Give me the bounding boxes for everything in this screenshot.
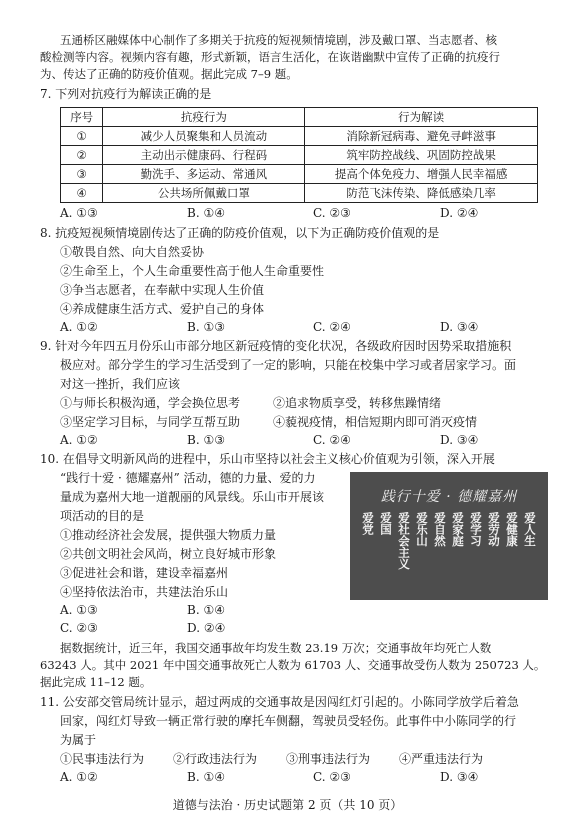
table-cell: ④ [61, 184, 103, 203]
table-cell: 主动出示健康码、行程码 [103, 146, 305, 165]
option-a: A. ①② [60, 320, 98, 334]
photo-column: 爱党 [361, 512, 375, 535]
photo-column: 爱社会主义 [397, 512, 411, 570]
option-a: A. ①② [60, 433, 98, 447]
statement-item: ④严重违法行为 [399, 752, 484, 766]
intro-line: 为、传达了正确的防疫价值观。据此完成 7–9 题。 [40, 67, 298, 81]
photo-column: 爱乐山 [415, 512, 429, 547]
table-header: 行为解读 [305, 108, 538, 127]
statement-item: ②共创文明社会风尚，树立良好城市形象 [60, 547, 277, 561]
intro-line: 五通桥区融媒体中心制作了多期关于抗疫的短视频情境剧，涉及戴口罩、当志愿者、核 [60, 33, 497, 47]
question-7-options [60, 206, 560, 221]
option-c: C. ②③ [313, 206, 351, 220]
table-header: 抗疫行为 [103, 108, 305, 127]
question-7-stem: 7. 下列对抗疫行为解读正确的是 [40, 87, 212, 101]
option-a: A. ①② [60, 770, 98, 784]
photo-column: 爱劳动 [487, 512, 501, 547]
table-cell: ② [61, 146, 103, 165]
statement-pair [60, 415, 560, 430]
question-11-options [60, 770, 560, 785]
statement-item: ①与师长积极沟通，学会换位思考 [60, 396, 241, 410]
table-header: 序号 [61, 108, 103, 127]
option-b: B. ①④ [187, 206, 225, 220]
table-cell: ③ [61, 165, 103, 184]
option-b: B. ①③ [187, 433, 225, 447]
option-c: C. ②③ [60, 621, 98, 635]
table-row [61, 184, 538, 203]
statement-item: ②追求物质享受，转移焦躁情绪 [273, 396, 442, 410]
table-row [61, 165, 538, 184]
question-9-stem: 9. 针对今年四五月份乐山市部分地区新冠疫情的变化状况，各级政府因时因势采取措施积 [40, 339, 512, 353]
question-10-stem: “践行十爱 · 德耀嘉州” 活动，德的力量、爱的力 [60, 471, 316, 485]
statement-item: ①民事违法行为 [60, 752, 145, 766]
statement-row [60, 752, 560, 767]
table-cell: 筑牢防控战线、巩固防控战果 [305, 146, 538, 165]
option-b: B. ①④ [187, 770, 225, 784]
photo-columns [360, 512, 540, 592]
table-cell: 减少人员聚集和人员流动 [103, 127, 305, 146]
intro-line: 63243 人。其中 2021 年中国交通事故死亡人数为 61703 人、交通事故受伤人数为 250723 人。 [40, 658, 546, 672]
question-11-stem: 为属于 [60, 733, 97, 747]
statement-item: ①敬畏自然、向大自然妥协 [60, 245, 205, 259]
option-c: C. ②③ [313, 770, 351, 784]
intro-line: 据此完成 11–12 题。 [40, 675, 152, 689]
option-d: D. ③④ [440, 433, 479, 447]
table-row [61, 146, 538, 165]
statement-item: ③促进社会和谐，建设幸福嘉州 [60, 566, 229, 580]
table-cell: 公共场所佩戴口罩 [103, 184, 305, 203]
photo-column: 爱人生 [523, 512, 537, 547]
photo-column: 爱学习 [469, 512, 483, 547]
ten-loves-photo [350, 472, 548, 600]
table-row [61, 127, 538, 146]
statement-item: ③争当志愿者，在奉献中实现人生价值 [60, 283, 265, 297]
photo-column: 爱健康 [505, 512, 519, 547]
intro-line: 据数据统计，近三年，我国交通事故年均发生数 23.19 万次；交通事故年均死亡人数 [60, 641, 492, 655]
question-11-stem: 11. 公安部交管局统计显示，超过两成的交通事故是因闯红灯引起的。小陈同学放学后着急 [40, 695, 519, 709]
table-cell: 勤洗手、多运动、常通风 [103, 165, 305, 184]
question-9-stem: 对这一挫折，我们应该 [60, 377, 181, 391]
question-11-stem: 回家，闯红灯导致一辆正常行驶的摩托车侧翻，驾驶员受轻伤。此事件中小陈同学的行 [60, 714, 517, 728]
table-cell: 消除新冠病毒、避免寻衅滋事 [305, 127, 538, 146]
option-d: D. ③④ [440, 770, 479, 784]
question-10-options-row1 [60, 603, 560, 618]
option-b: B. ①③ [187, 320, 225, 334]
question-9-options [60, 433, 560, 448]
statement-item: ③刑事违法行为 [286, 752, 371, 766]
photo-column: 爱家庭 [451, 512, 465, 547]
question-10-stem: 量成为嘉州大地一道靓丽的风景线。乐山市开展该 [60, 490, 325, 504]
question-10-stem: 10. 在倡导文明新风尚的进程中，乐山市坚持以社会主义核心价值观为引领，深入开展 [40, 452, 495, 466]
statement-item: ③坚定学习目标，与同学互帮互助 [60, 415, 241, 429]
statement-pair [60, 396, 560, 411]
question-10-options-row2 [60, 621, 560, 636]
statement-item: ④养成健康生活方式、爱护自己的身体 [60, 302, 265, 316]
photo-column: 爱国 [379, 512, 393, 535]
option-d: D. ③④ [440, 320, 479, 334]
photo-column: 爱自然 [433, 512, 447, 547]
page-footer: 道德与法治 · 历史试题第 2 页（共 10 页） [172, 798, 403, 812]
table-cell: 提高个体免疫力、增强人民幸福感 [305, 165, 538, 184]
statement-item: ②行政违法行为 [173, 752, 258, 766]
option-a: A. ①③ [60, 603, 98, 617]
table-cell: ① [61, 127, 103, 146]
option-b: B. ①④ [187, 603, 225, 617]
question-10-stem: 项活动的目的是 [60, 509, 145, 523]
question-9-stem: 极应对。部分学生的学习生活受到了一定的影响，只能在校集中学习或者居家学习。面 [60, 358, 517, 372]
option-c: C. ②④ [313, 433, 351, 447]
statement-item: ①推动经济社会发展，提供强大物质力量 [60, 528, 277, 542]
photo-banner: 践行十爱 · 德耀嘉州 [380, 489, 518, 505]
statement-item: ④坚持依法治市，共建法治乐山 [60, 585, 229, 599]
option-c: C. ②④ [313, 320, 351, 334]
option-a: A. ①③ [60, 206, 98, 220]
intro-line: 酸检测等内容。视频内容有趣，形式新颖，语言生活化，在诙谐幽默中宣传了正确的抗疫行 [40, 50, 500, 64]
statement-item: ②生命至上，个人生命重要性高于他人生命重要性 [60, 264, 325, 278]
option-d: D. ②④ [187, 621, 226, 635]
question-8-options [60, 320, 560, 335]
behavior-table [60, 107, 538, 203]
table-cell: 防范飞沫传染、降低感染几率 [305, 184, 538, 203]
option-d: D. ②④ [440, 206, 479, 220]
statement-item: ④藐视疫情，相信短期内即可消灭疫情 [273, 415, 478, 429]
question-8-stem: 8. 抗疫短视频情境剧传达了正确的防疫价值观，以下为正确防疫价值观的是 [40, 226, 440, 240]
table-header-row [61, 108, 538, 127]
